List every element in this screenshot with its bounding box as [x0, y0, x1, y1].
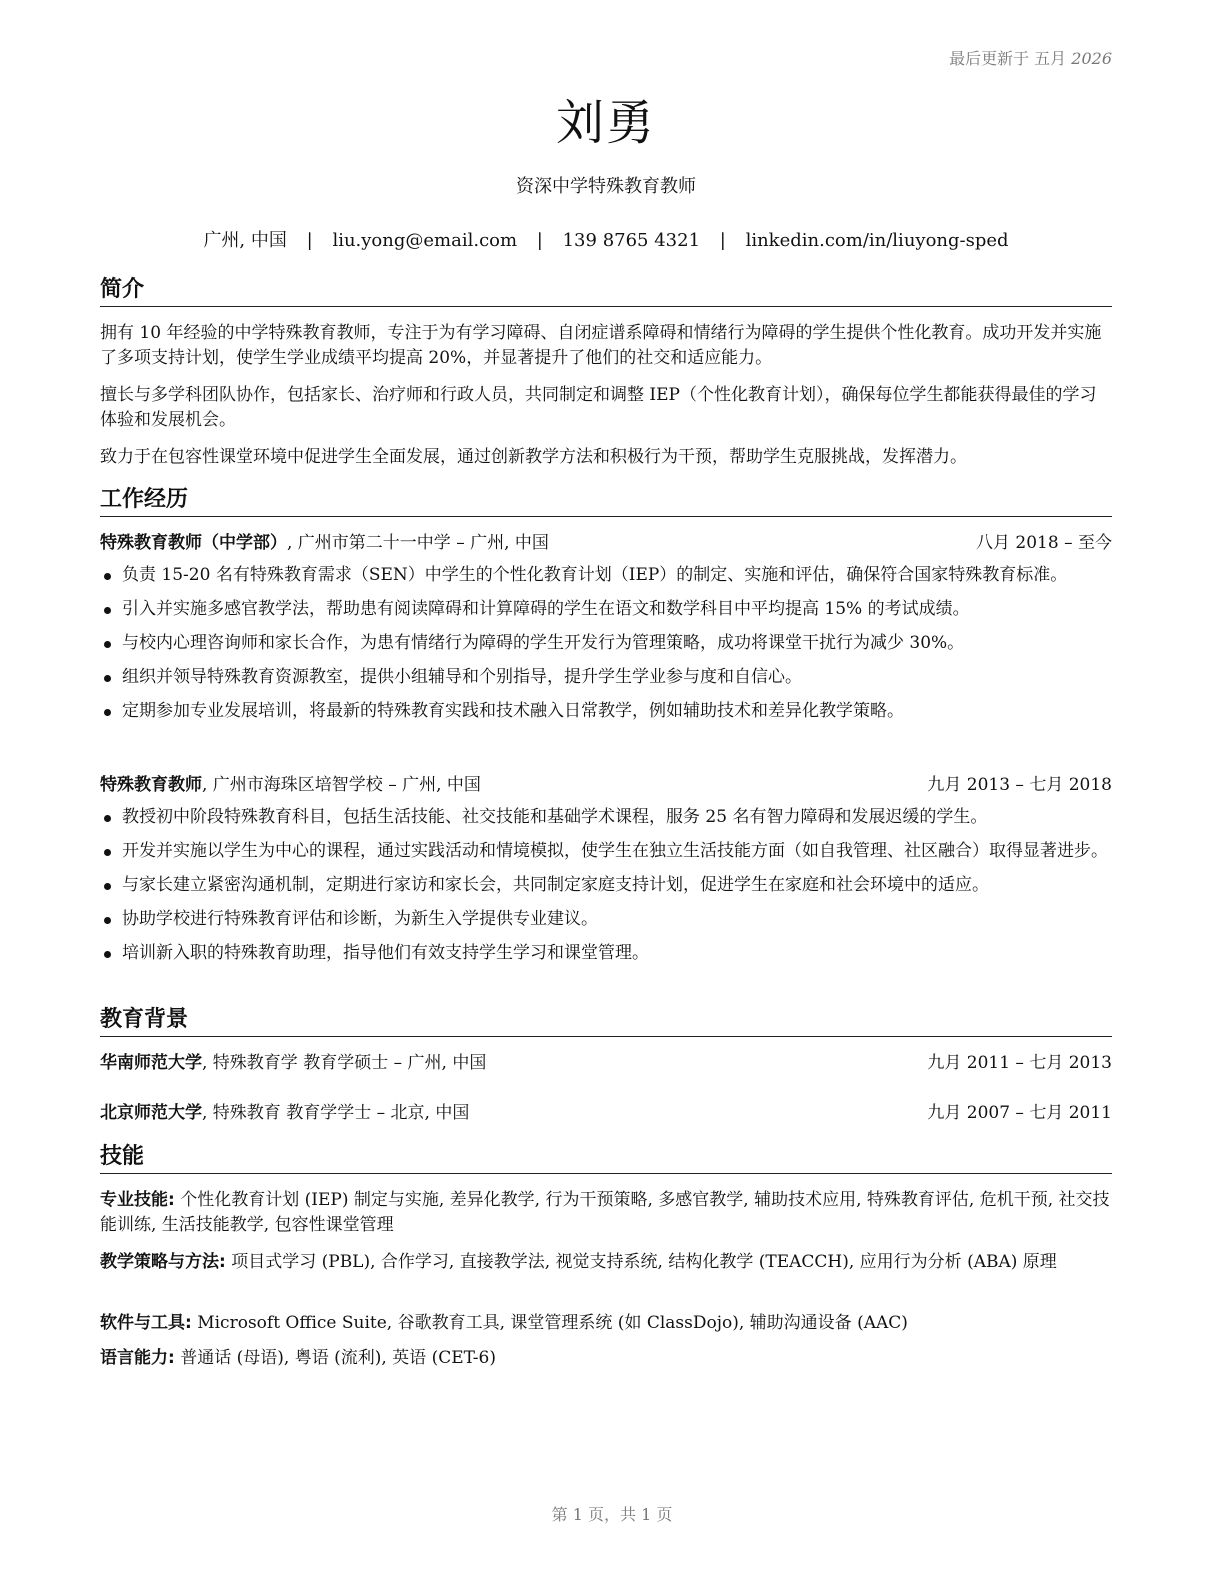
education-row	[100, 1101, 1112, 1125]
job-org: , 广州市海珠区培智学校 – 广州, 中国	[202, 775, 481, 795]
list-item: 开发并实施以学生为中心的课程，通过实践活动和情境模拟，使学生在独立生活技能方面（如自我管理、社区融合）取得显著进步。	[100, 839, 1112, 864]
skill-label: 语言能力:	[100, 1348, 175, 1368]
education-dates: 九月 2011 – 七月 2013	[927, 1053, 1112, 1073]
job-dates: 八月 2018 – 至今	[976, 533, 1112, 553]
skill-label: 教学策略与方法:	[100, 1252, 226, 1272]
contact-linkedin[interactable]: linkedin.com/in/liuyong-sped	[745, 230, 1009, 251]
job-header	[100, 531, 1112, 555]
skill-value: 普通话 (母语), 粤语 (流利), 英语 (CET-6)	[174, 1348, 496, 1368]
updated-label: 最后更新于	[949, 49, 1030, 68]
summary-paragraph: 擅长与多学科团队协作，包括家长、治疗师和行政人员，共同制定和调整 IEP（个性化教育计划），确保每位学生都能获得最佳的学习体验和发展机会。	[100, 385, 1097, 430]
section-title-skills: 技能	[100, 1143, 1112, 1174]
job-org: , 广州市第二十一中学 – 广州, 中国	[287, 533, 549, 553]
degree-detail: , 特殊教育 教育学学士 – 北京, 中国	[202, 1103, 470, 1123]
job-bullets	[100, 563, 1112, 733]
education-dates: 九月 2007 – 七月 2011	[927, 1103, 1112, 1123]
updated-month: 五月	[1034, 49, 1067, 68]
summary-paragraph: 拥有 10 年经验的中学特殊教育教师，专注于为有学习障碍、自闭症谱系障碍和情绪行为障碍的学生提供个性化教育。成功开发并实施了多项支持计划，使学生学业成绩平均提高 20%，并显著提升了他们的社交和适应能力。	[100, 323, 1102, 368]
list-item: 与家长建立紧密沟通机制，定期进行家访和家长会，共同制定家庭支持计划，促进学生在家庭和社会环境中的适应。	[100, 873, 1112, 898]
person-name: 刘勇	[555, 95, 656, 151]
skill-value: Microsoft Office Suite, 谷歌教育工具, 课堂管理系统 (如 ClassDojo), 辅助沟通设备 (AAC)	[191, 1313, 908, 1333]
job-role: 特殊教育教师	[100, 775, 202, 795]
list-item: 引入并实施多感官教学法，帮助患有阅读障碍和计算障碍的学生在语文和数学科目中平均提高 15% 的考试成绩。	[100, 597, 1112, 622]
job-role: 特殊教育教师（中学部）	[100, 533, 287, 553]
list-item: 与校内心理咨询师和家长合作，为患有情绪行为障碍的学生开发行为管理策略，成功将课堂干扰行为减少 30%。	[100, 631, 1112, 656]
skill-row	[100, 1346, 1112, 1371]
degree-detail: , 特殊教育学 教育学硕士 – 广州, 中国	[202, 1053, 487, 1073]
school-name: 华南师范大学	[100, 1053, 202, 1073]
contact-phone: 139 8765 4321	[562, 230, 701, 251]
list-item: 教授初中阶段特殊教育科目，包括生活技能、社交技能和基础学术课程，服务 25 名有智力障碍和发展迟缓的学生。	[100, 805, 1112, 830]
list-item: 负责 15-20 名有特殊教育需求（SEN）中学生的个性化教育计划（IEP）的制定、实施和评估，确保符合国家特殊教育标准。	[100, 563, 1112, 588]
contact-line	[100, 226, 1112, 252]
list-item: 组织并领导特殊教育资源教室，提供小组辅导和个别指导，提升学生学业参与度和自信心。	[100, 665, 1112, 690]
contact-email[interactable]: liu.yong@email.com	[332, 230, 518, 251]
contact-separator: |	[536, 230, 543, 251]
list-item: 定期参加专业发展培训，将最新的特殊教育实践和技术融入日常教学，例如辅助技术和差异化教学策略。	[100, 699, 1112, 724]
list-item: 协助学校进行特殊教育评估和诊断，为新生入学提供专业建议。	[100, 907, 1112, 932]
skill-label: 软件与工具:	[100, 1313, 192, 1333]
education-row	[100, 1051, 1112, 1075]
skill-row	[100, 1188, 1112, 1238]
summary-paragraph: 致力于在包容性课堂环境中促进学生全面发展，通过创新教学方法和积极行为干预，帮助学生克服挑战，发挥潜力。	[100, 447, 967, 467]
job-dates: 九月 2013 – 七月 2018	[927, 775, 1112, 795]
job-header	[100, 773, 1112, 797]
contact-location: 广州, 中国	[203, 230, 287, 251]
skill-row	[100, 1311, 1112, 1336]
section-title-education: 教育背景	[100, 1006, 1112, 1037]
skill-row	[100, 1250, 1112, 1275]
skill-value: 项目式学习 (PBL), 合作学习, 直接教学法, 视觉支持系统, 结构化教学 (TEACCH), 应用行为分析 (ABA) 原理	[225, 1252, 1057, 1272]
headline: 资深中学特殊教育教师	[516, 176, 696, 197]
contact-separator: |	[719, 230, 726, 251]
skill-value: 个性化教育计划 (IEP) 制定与实施, 差异化教学, 行为干预策略, 多感官教学, 辅助技术应用, 特殊教育评估, 危机干预, 社交技能训练, 生活技能教学, 包容性课堂管理	[100, 1190, 1110, 1235]
section-title-experience: 工作经历	[100, 486, 1112, 517]
updated-year: 2026	[1071, 49, 1112, 68]
last-updated	[949, 46, 1112, 69]
contact-separator: |	[306, 230, 313, 251]
page-number: 第 1 页，共 1 页	[551, 1505, 673, 1524]
section-title-summary: 简介	[100, 276, 1112, 307]
skill-label: 专业技能:	[100, 1190, 175, 1210]
school-name: 北京师范大学	[100, 1103, 202, 1123]
job-bullets	[100, 805, 1112, 975]
list-item: 培训新入职的特殊教育助理，指导他们有效支持学生学习和课堂管理。	[100, 941, 1112, 966]
